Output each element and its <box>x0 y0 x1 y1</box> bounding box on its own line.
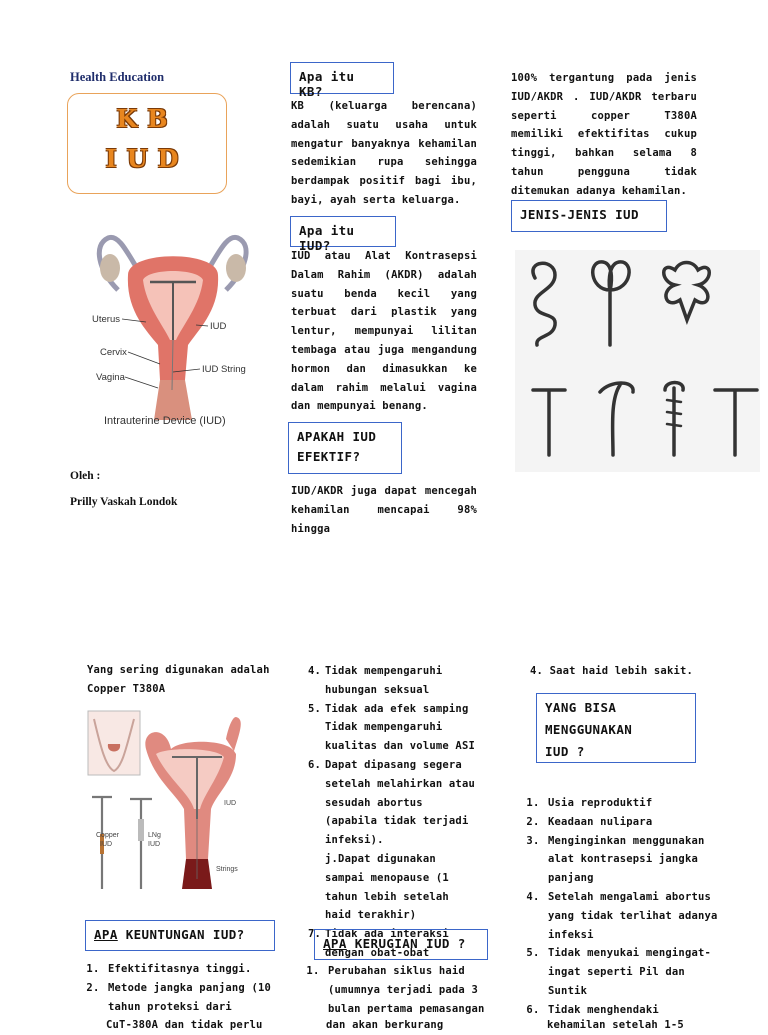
copper-t-figure <box>86 709 246 894</box>
yang-bisa-line2: MENGGUNAKAN <box>545 722 633 737</box>
keuntungan-rest: KEUNTUNGAN IUD? <box>117 927 245 942</box>
jenis-iud-title: JENIS-JENIS IUD <box>511 200 667 232</box>
iud-types-image <box>515 250 760 472</box>
author-name: Prilly Vaskah Londok <box>70 496 178 508</box>
keuntungan-prefix: APA <box>94 927 118 942</box>
label-uterus: Uterus <box>92 314 120 325</box>
fig-label-iud-right: IUD <box>224 800 237 807</box>
title-iud: IUD <box>105 144 189 173</box>
kerugian-title <box>314 929 488 960</box>
author-label: Oleh : <box>70 470 101 482</box>
health-education-header: Health Education <box>70 70 165 84</box>
intro-line1: Yang sering digunakan adalah <box>87 664 270 676</box>
kerugian-item-4: 4. Saat haid lebih sakit. <box>530 665 694 677</box>
question-apa-itu-iud: Apa itu IUD? <box>290 216 396 247</box>
question-efektif-line1: APAKAH IUD <box>297 429 377 444</box>
yang-bisa-line3: IUD ? <box>545 744 585 759</box>
keuntungan-list <box>88 960 276 1016</box>
kerugian-rest: KERUGIAN IUD ? <box>346 936 466 951</box>
label-vagina: Vagina <box>96 372 125 383</box>
yang-bisa-item: 6. Tidak menghendaki <box>546 1001 726 1020</box>
title-kb: KB <box>116 104 178 133</box>
fig-label-strings: Strings <box>216 866 238 873</box>
mid-list-item: j.Dapat digunakan sampai menopause (1 tahun lebih setelah haid terakhir) <box>325 852 449 922</box>
question-efektif-line2: EFEKTIF? <box>297 449 361 464</box>
yang-bisa-list <box>528 794 726 1020</box>
label-iud-string: IUD String <box>202 364 246 375</box>
answer-efektif: IUD/AKDR juga dapat mencegah kehamilan mencapai 98% hingga <box>291 485 477 535</box>
uterus-iud-diagram <box>88 230 258 435</box>
question-apakah-iud-efektif <box>288 422 402 474</box>
mid-list-item: 6. Dapat dipasang segera setelah melahirkan atau sesudah abortus (apabila tidak terjadi infeksi). <box>308 758 475 847</box>
yang-bisa-item: 5. Tidak menyukai mengingat-ingat seperti Pil dan Suntik <box>546 944 726 1000</box>
fig-label-iud1: IUD <box>100 841 113 848</box>
middle-list <box>308 662 478 963</box>
mid-list-item: 7. Tidak ada interaksi dengan obat-obat <box>308 928 449 959</box>
answer-kb: KB (keluarga berencana) adalah suatu usaha untuk mengatur banyaknya kehamilan sedemikian rupa sehingga berdampak positif bagi ibu, bayi, ayah serta keluarga. <box>291 100 477 206</box>
kerugian-item-cutoff: dan akan berkurang <box>326 1019 444 1031</box>
mid-list-item: 5. Tidak ada efek samping Tidak mempengaruhi kualitas dan volume ASI <box>308 702 475 753</box>
kerugian-list <box>308 962 498 1018</box>
keuntungan-item: 2. Metode jangka panjang (10 tahun proteksi dari <box>106 979 276 1017</box>
fig-label-iud2: IUD <box>148 841 161 848</box>
yang-bisa-line1: YANG BISA <box>545 700 617 715</box>
yang-bisa-title <box>536 693 696 763</box>
yang-bisa-item-cutoff: kehamilan setelah 1-5 <box>547 1019 684 1031</box>
diagram-caption: Intrauterine Device (IUD) <box>104 415 226 427</box>
intro-line2: Copper T380A <box>87 683 166 695</box>
keuntungan-item: 1. Efektifitasnya tinggi. <box>106 960 276 979</box>
label-iud: IUD <box>210 321 227 332</box>
fig-label-lng: LNg <box>148 832 161 839</box>
answer-efektif-continued: 100% tergantung pada jenis IUD/AKDR . IUD/AKDR terbaru seperti copper T380A memiliki efektifitas cukup tinggi, bahkan selama 8 tahun pengguna tidak ditemukan adanya kehamilan. <box>511 72 697 197</box>
mid-list-item: 4. Tidak mempengaruhi hubungan seksual <box>308 665 443 696</box>
yang-bisa-item: 4. Setelah mengalami abortus yang tidak terlihat adanya infeksi <box>546 888 726 944</box>
fig-label-copper: Copper <box>96 832 119 839</box>
keuntungan-item-cutoff: CuT-380A dan tidak perlu <box>106 1019 263 1031</box>
keuntungan-title <box>85 920 275 951</box>
yang-bisa-item: 1. Usia reproduktif <box>546 794 726 813</box>
question-apa-itu-kb: Apa itu KB? <box>290 62 394 94</box>
label-cervix: Cervix <box>100 347 127 358</box>
kerugian-prefix: APA <box>323 936 347 951</box>
yang-bisa-item: 3. Menginginkan menggunakan alat kontrasepsi jangka panjang <box>546 832 726 888</box>
answer-iud: IUD atau Alat Kontrasepsi Dalam Rahim (AKDR) adalah suatu benda kecil yang terbuat dari plastik yang lentur, mempunyai lilitan tembaga atau juga mengandung hormon dan dimasukkan ke dalam rahim melalui vagina dan mempunyai benang. <box>291 250 477 413</box>
title-box <box>67 93 227 194</box>
yang-bisa-item: 2. Keadaan nulipara <box>546 813 726 832</box>
kerugian-item: 1. Perubahan siklus haid (umumnya terjadi pada 3 bulan pertama pemasangan <box>326 962 498 1018</box>
